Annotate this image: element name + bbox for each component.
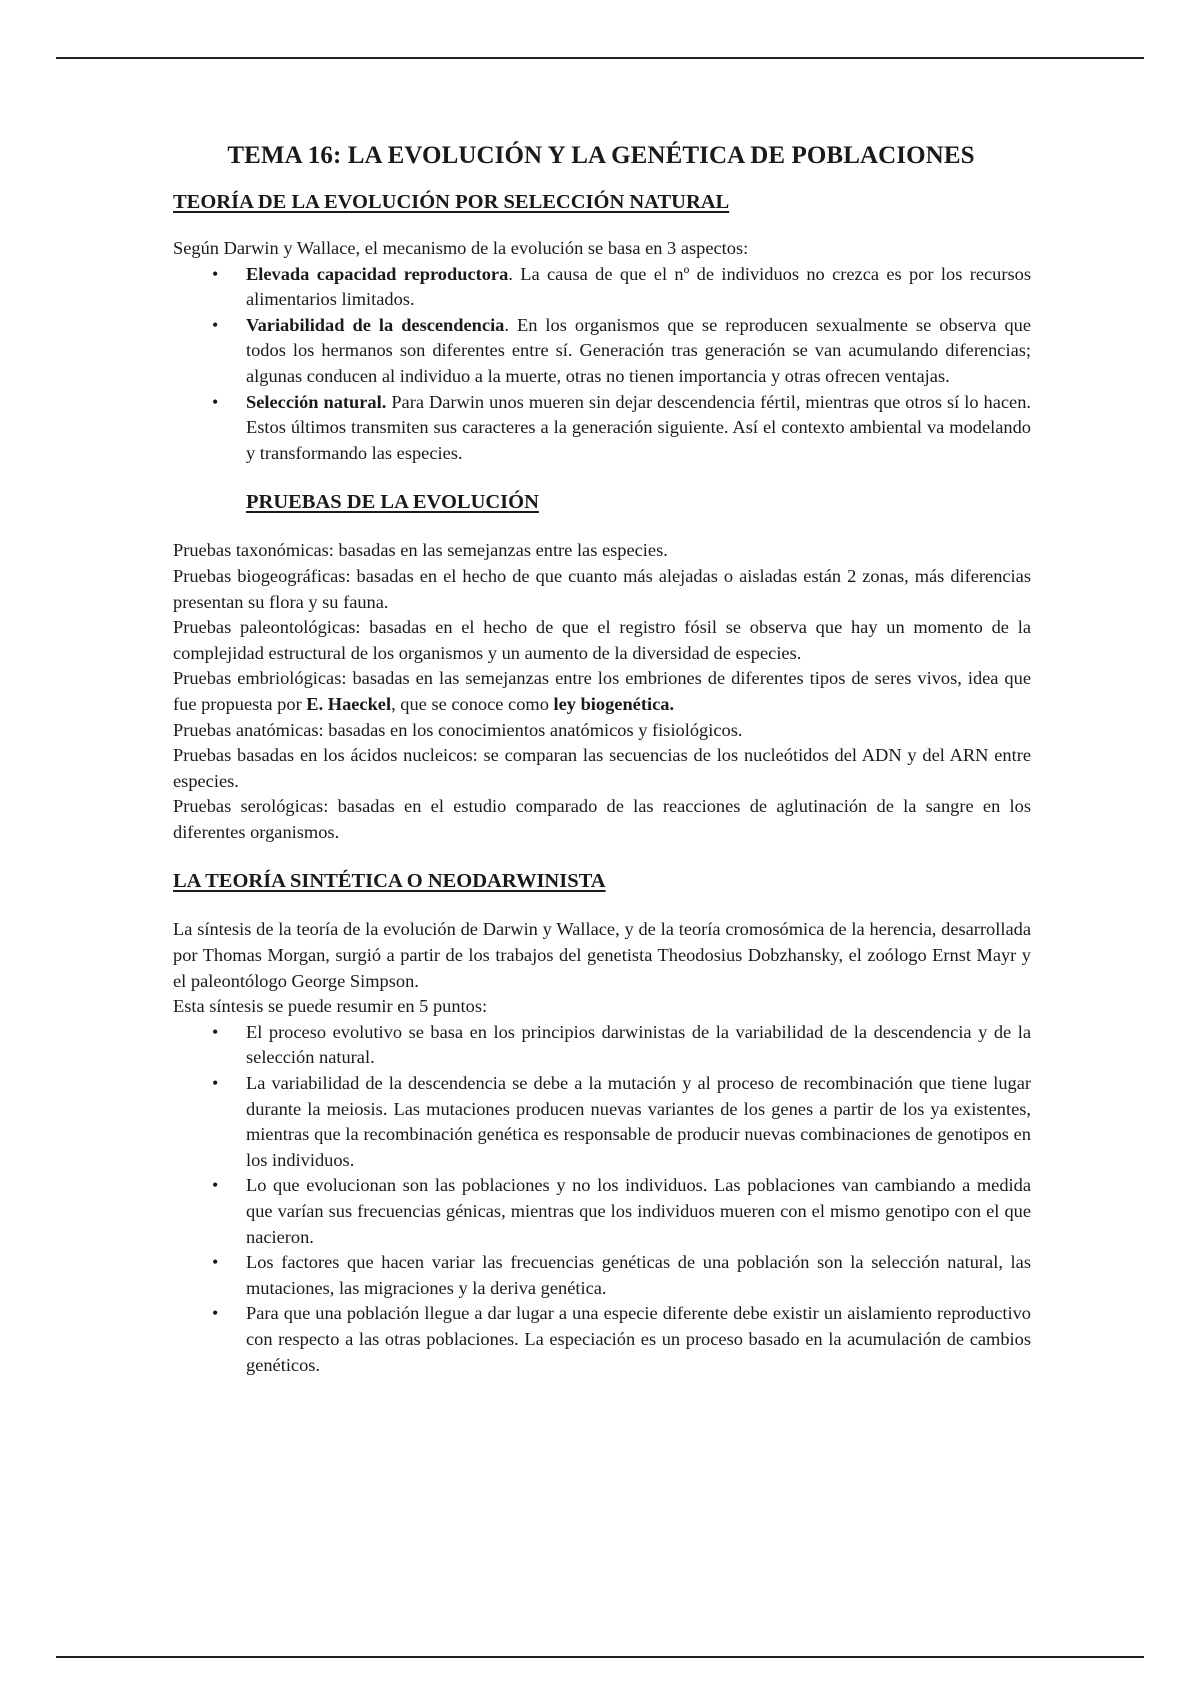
section-heading-pruebas: PRUEBAS DE LA EVOLUCIÓN: [246, 491, 539, 514]
list-item-text: Lo que evolucionan son las poblaciones y no los individuos. Las poblaciones van cambiando a medida que varían sus frecuencias génicas, mientras que los individuos mueren con el mismo genotipo con el que nacieron.: [246, 1175, 1031, 1247]
list-item-term: Variabilidad de la descendencia: [246, 314, 505, 335]
pruebas-list: [173, 538, 1031, 845]
list-item: [212, 390, 1031, 467]
list-item-text: La variabilidad de la descendencia se debe a la mutación y al proceso de recombinación que tiene lugar durante la meiosis. Las mutaciones producen nuevas variantes de los genes a partir de los ya existentes, mientras que la recombinación genética es responsable de producir nuevas combinaciones de genotipos en los individuos.: [246, 1073, 1031, 1170]
prueba-serologica: Pruebas serológicas: basadas en el estudio comparado de las reacciones de aglutinación de la sangre en los diferentes organismos.: [173, 796, 1031, 842]
bullet-icon: •: [212, 263, 219, 284]
prueba-acidos-nucleicos: Pruebas basadas en los ácidos nucleicos: se comparan las secuencias de los nucleótidos del ADN y del ARN entre especies.: [173, 745, 1031, 791]
prueba-embriologica-text: Pruebas embriológicas: basadas en las semejanzas entre los embriones de diferentes tipos de seres vivos, idea que fue propuesta por: [173, 668, 1031, 714]
prueba-paleontologica: Pruebas paleontológicas: basadas en el hecho de que el registro fósil se observa que hay un momento de la complejidad estructural de los organismos y un aumento de la diversidad de especies.: [173, 617, 1031, 663]
bottom-rule: [56, 1656, 1144, 1658]
bullet-icon: •: [212, 1021, 219, 1042]
prueba-embriologica: [173, 666, 1031, 717]
bullet-icon: •: [212, 314, 219, 335]
haeckel-name: E. Haeckel: [306, 693, 392, 714]
top-rule: [56, 57, 1144, 59]
list-item-text: Los factores que hacen variar las frecuencias genéticas de una población son la selección natural, las mutaciones, las migraciones y la deriva genética.: [246, 1252, 1031, 1298]
bullet-icon: •: [212, 1073, 219, 1094]
list-item: [212, 262, 1031, 313]
prueba-biogeografica: Pruebas biogeográficas: basadas en el hecho de que cuanto más alejadas o aisladas están 2 zonas, más diferencias presentan su flora y su fauna.: [173, 565, 1031, 612]
section3-paragraph: La síntesis de la teoría de la evolución de Darwin y Wallace, y de la teoría cromosómica de la herencia, desarrollada por Thomas Morgan, surgió a partir de los trabajos del genetista Theodosius Dobzhansky, el zoólogo Ernst Mayr y el paleontólogo George Simpson.: [173, 919, 1031, 991]
prueba-anatomica: Pruebas anatómicas: basadas en los conocimientos anatómicos y fisiológicos.: [173, 719, 743, 740]
section1-list: [173, 262, 1031, 467]
list-item-text: . La causa de que el nº de individuos no crezca es por los recursos alimentarios limitados.: [246, 263, 1031, 310]
page-title: TEMA 16: LA EVOLUCIÓN Y LA GENÉTICA DE POBLACIONES: [227, 142, 975, 169]
section-heading-neodarwinista: LA TEORÍA SINTÉTICA O NEODARWINISTA: [173, 870, 606, 893]
list-item-text: El proceso evolutivo se basa en los principios darwinistas de la variabilidad de la descendencia y de la selección natural.: [246, 1021, 1031, 1068]
list-item: [212, 313, 1031, 390]
section1-intro: Según Darwin y Wallace, el mecanismo de la evolución se basa en 3 aspectos:: [173, 238, 749, 258]
list-item-term: Elevada capacidad reproductora: [246, 263, 509, 284]
section3-intro: Esta síntesis se puede resumir en 5 puntos:: [173, 996, 488, 1017]
ley-biogenetica: ley biogenética.: [553, 693, 675, 714]
list-item-text: . En los organismos que se reproducen sexualmente se observa que todos los hermanos son diferentes entre sí. Generación tras generación se van acumulando diferencias; algunas conducen al individuo a la muerte, otras no tienen importancia y otras ofrecen ventajas.: [246, 314, 1031, 386]
section3-body: [173, 917, 1031, 1378]
document-body: [173, 140, 1031, 1378]
bullet-icon: •: [212, 1252, 219, 1273]
section-heading-seleccion-natural: TEORÍA DE LA EVOLUCIÓN POR SELECCIÓN NATURAL: [173, 191, 730, 213]
list-item-term: Selección natural.: [246, 391, 387, 412]
list-item: [212, 1173, 1031, 1250]
list-item-text: Para que una población llegue a dar lugar a una especie diferente debe existir un aislamiento reproductivo con respecto a las otras poblaciones. La especiación es un proceso basado en la acumulación de cambios genéticos.: [246, 1303, 1031, 1375]
list-item: [212, 1020, 1031, 1071]
list-item: [212, 1301, 1031, 1378]
bullet-icon: •: [212, 1303, 219, 1324]
prueba-embriologica-mid: , que se conoce como: [391, 693, 554, 714]
bullet-icon: •: [212, 1175, 219, 1196]
list-item: [212, 1250, 1031, 1301]
list-item-text: Para Darwin unos mueren sin dejar descendencia fértil, mientras que otros sí lo hacen. Estos últimos transmiten sus caracteres a la generación siguiente. Así el contexto ambiental va modelando y transformando las especies.: [246, 391, 1031, 463]
list-item: [212, 1071, 1031, 1173]
bullet-icon: •: [212, 391, 219, 412]
prueba-taxonomica: Pruebas taxonómicas: basadas en las semejanzas entre las especies.: [173, 540, 668, 561]
section3-list: [173, 1020, 1031, 1378]
